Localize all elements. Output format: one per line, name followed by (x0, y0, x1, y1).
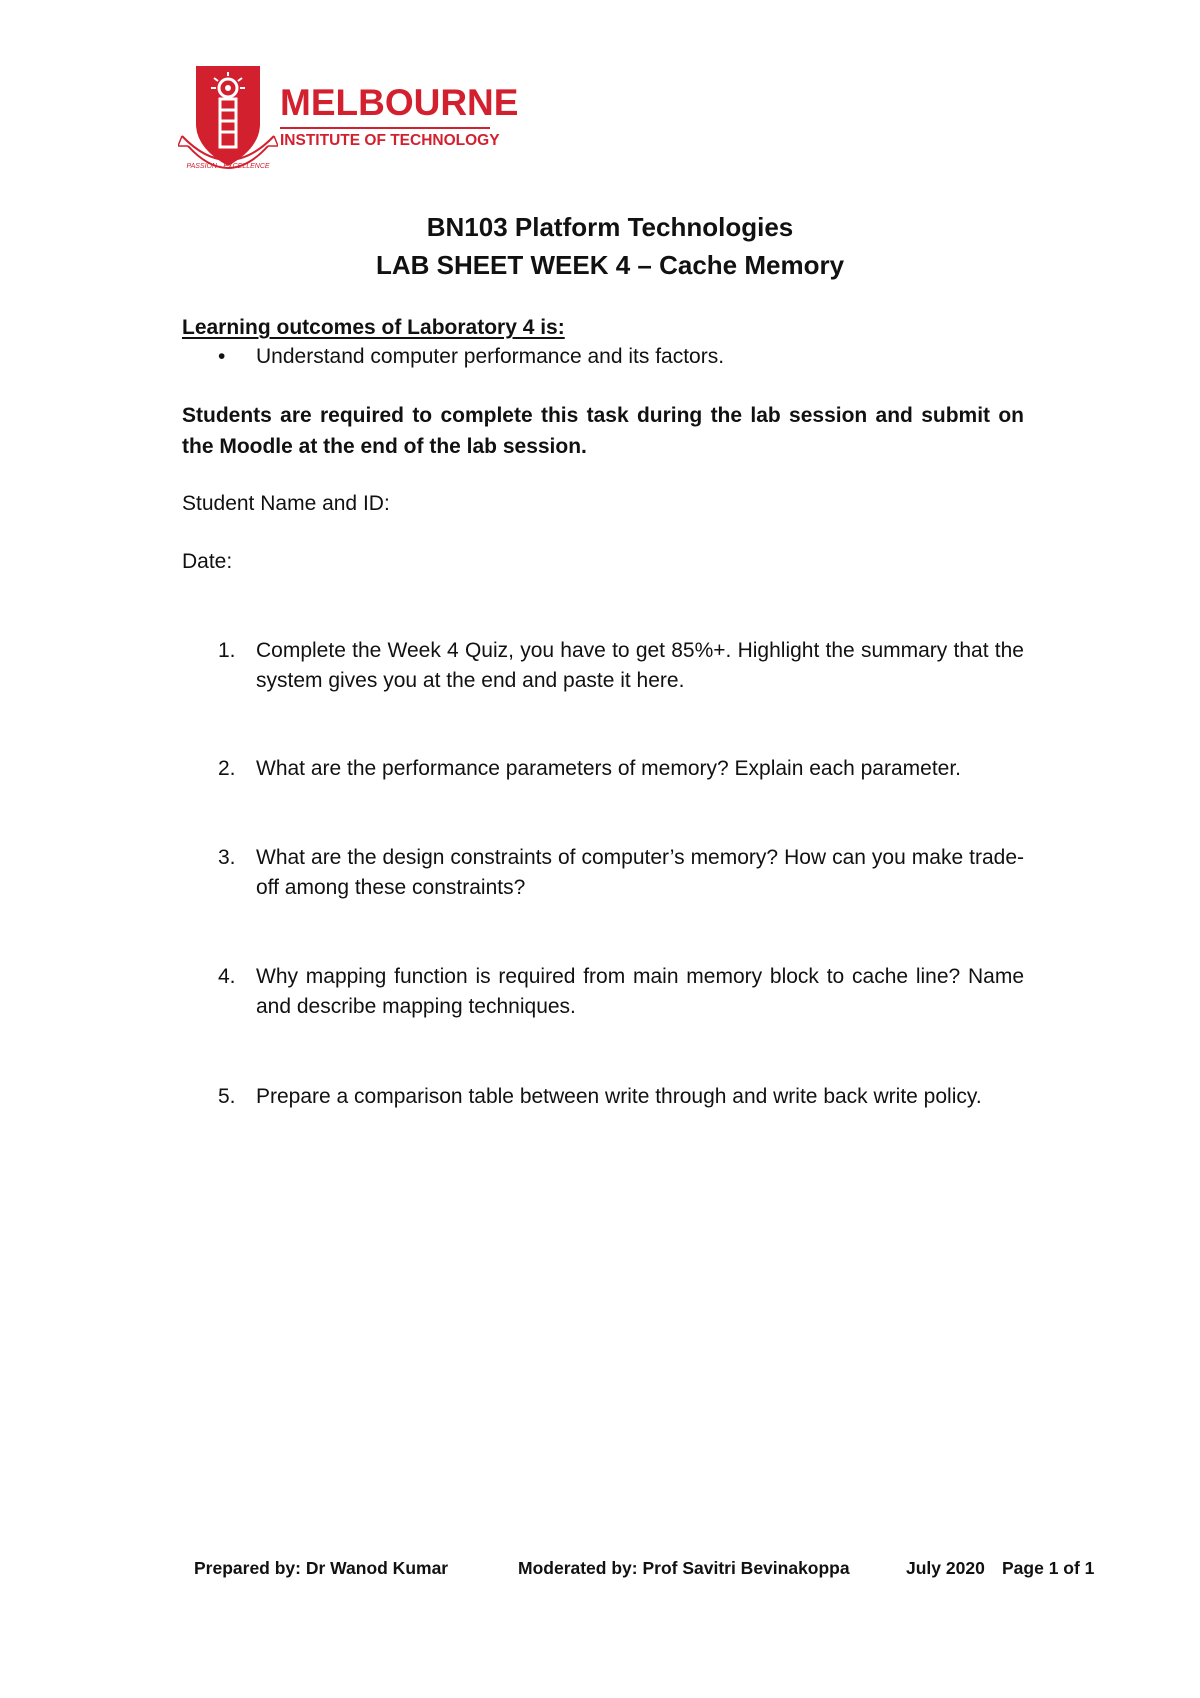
question-item (182, 1082, 1024, 1112)
outcome-item: Understand computer performance and its factors. (256, 345, 725, 368)
question-text: Prepare a comparison table between write through and write back write policy. (256, 1085, 982, 1108)
footer-prepared-by: Prepared by: Dr Wanod Kumar (194, 1558, 449, 1578)
question-text: What are the performance parameters of memory? Explain each parameter. (256, 757, 961, 780)
question-item (182, 843, 1024, 903)
question-number: 1. (218, 639, 236, 662)
instructions-paragraph: Students are required to complete this task during the lab session and submit on the Moodle at the end of the lab session. (182, 404, 1024, 458)
question-item (182, 636, 1024, 696)
question-number: 4. (218, 965, 236, 988)
logo-subtitle: INSTITUTE OF TECHNOLOGY (280, 132, 500, 149)
course-title: BN103 Platform Technologies (426, 212, 794, 242)
footer-page-number: Page 1 of 1 (1002, 1558, 1095, 1578)
logo-divider (280, 127, 490, 129)
question-item (182, 754, 1024, 784)
question-number: 5. (218, 1085, 236, 1108)
crest-icon (178, 66, 278, 184)
question-text: Complete the Week 4 Quiz, you have to get 85%+. Highlight the summary that the system gives you at the end and paste it here. (256, 639, 1024, 692)
svg-text:PASSION · EXCELLENCE: PASSION · EXCELLENCE (186, 163, 270, 170)
question-number: 2. (218, 757, 236, 780)
bullet-icon: • (218, 345, 226, 368)
institute-logo (178, 66, 519, 184)
lab-title: LAB SHEET WEEK 4 – Cache Memory (375, 250, 845, 280)
question-item (182, 962, 1024, 1022)
footer-moderated-by: Moderated by: Prof Savitri Bevinakoppa (518, 1558, 850, 1578)
date-label: Date: (182, 550, 233, 573)
footer-date: July 2020 (906, 1558, 985, 1578)
question-text: Why mapping function is required from main memory block to cache line? Name and describe mapping techniques. (256, 965, 1024, 1018)
logo-wordmark: MELBOURNE (280, 82, 519, 123)
question-number: 3. (218, 846, 236, 869)
question-text: What are the design constraints of computer’s memory? How can you make trade-off among these constraints? (256, 846, 1024, 899)
student-name-label: Student Name and ID: (182, 492, 390, 515)
outcomes-heading: Learning outcomes of Laboratory 4 is: (182, 316, 565, 339)
